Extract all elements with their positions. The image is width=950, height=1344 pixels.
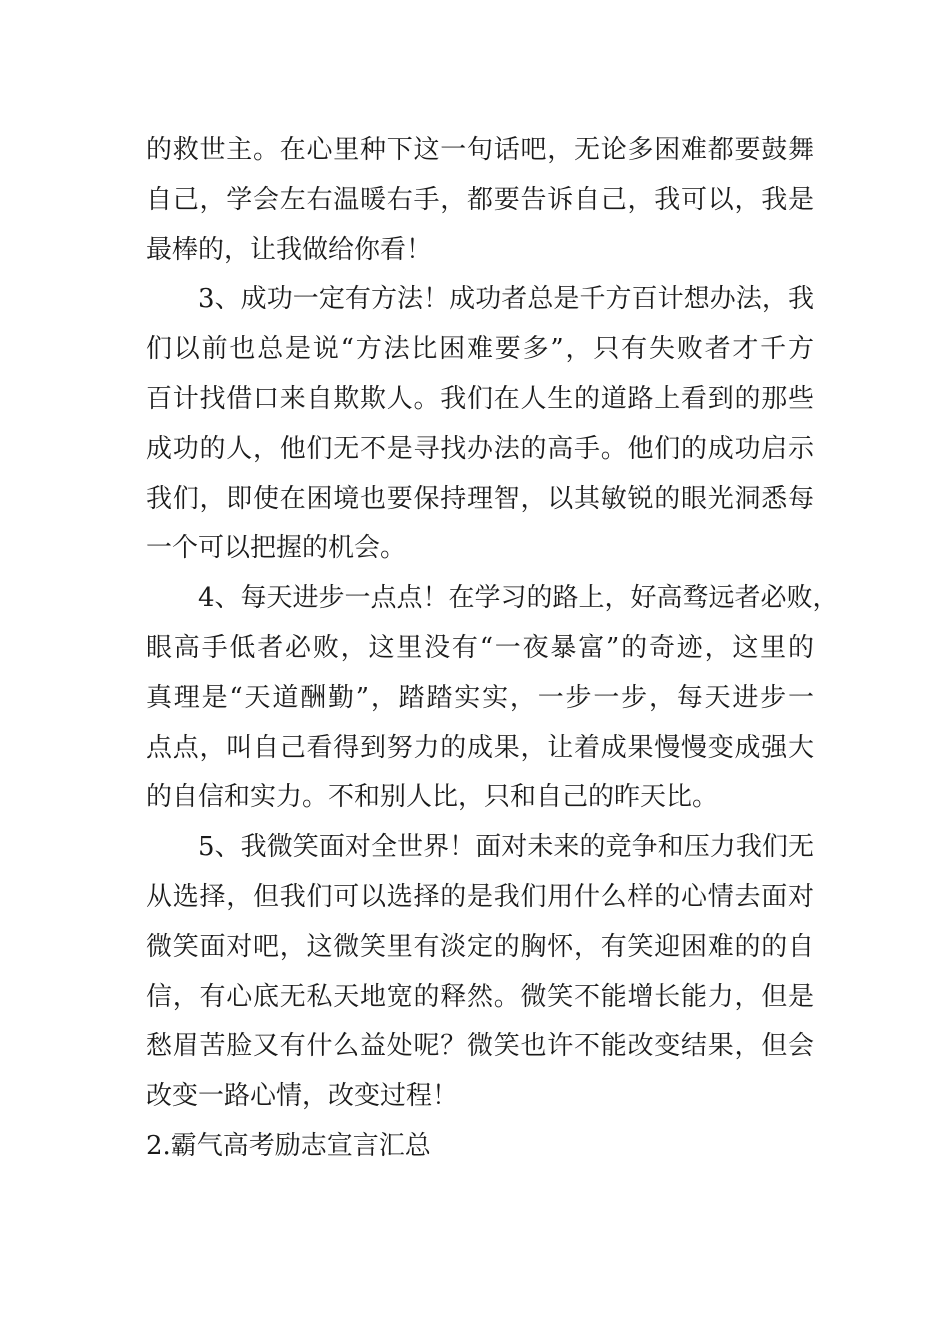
- text-line: 我们，即使在困境也要保持理智，以其敏锐的眼光洞悉每: [146, 483, 814, 514]
- text-line: 的自信和实力。不和别人比，只和自己的昨天比。: [146, 782, 719, 813]
- text-line: 真理是“天道酬勤”，踏踏实实，一步一步，每天进步一: [146, 682, 814, 713]
- text-line: 最棒的，让我做给你看！: [146, 234, 433, 265]
- text-line: 从选择，但我们可以选择的是我们用什么样的心情去面对: [146, 881, 814, 912]
- text-line: 改变一路心情，改变过程！: [146, 1081, 459, 1112]
- paragraph-point-5: [146, 823, 814, 1122]
- text-line: 愁眉苦脸又有什么益处呢？微笑也许不能改变结果，但会: [146, 1031, 814, 1062]
- text-line: 4、每天进步一点点！在学习的路上，好高骛远者必败，: [198, 583, 839, 614]
- text-line: 一个可以把握的机会。: [146, 533, 407, 564]
- paragraph-point-4: [146, 574, 839, 823]
- paragraph-continuation: [146, 126, 814, 275]
- text-line: 眼高手低者必败，这里没有“一夜暴富”的奇迹，这里的: [146, 632, 814, 663]
- text-line: 微笑面对吧，这微笑里有淡定的胸怀，有笑迎困难的的自: [146, 931, 814, 962]
- text-line: 的救世主。在心里种下这一句话吧，无论多困难都要鼓舞: [146, 135, 814, 165]
- text-line: 百计找借口来自欺欺人。我们在人生的道路上看到的那些: [146, 383, 814, 414]
- section-heading: 2.霸气高考励志宣言汇总: [146, 1130, 431, 1161]
- text-line: 信，有心底无私天地宽的释然。微笑不能增长能力，但是: [146, 981, 814, 1012]
- text-line: 3、成功一定有方法！成功者总是千方百计想办法，我: [198, 284, 814, 315]
- text-line: 点点，叫自己看得到努力的成果，让着成果慢慢变成强大: [146, 732, 814, 763]
- text-line: 5、我微笑面对全世界！面对未来的竞争和压力我们无: [198, 832, 814, 863]
- document-body: [146, 126, 839, 1172]
- text-line: 自己，学会左右温暖右手，都要告诉自己，我可以，我是: [146, 184, 814, 215]
- text-line: 们以前也总是说“方法比困难要多”，只有失败者才千方: [146, 334, 814, 365]
- paragraph-point-3: [146, 275, 814, 574]
- text-line: 成功的人，他们无不是寻找办法的高手。他们的成功启示: [146, 433, 814, 464]
